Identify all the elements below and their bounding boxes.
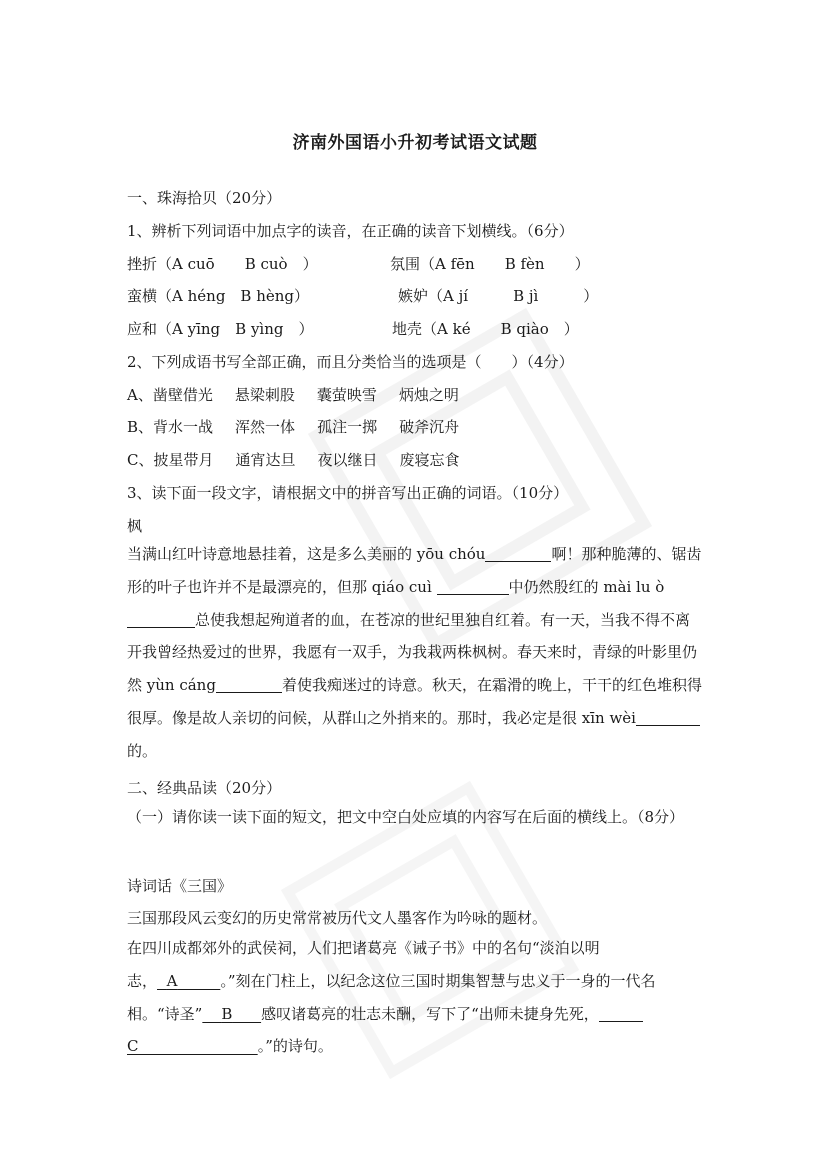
idiom: 通宵达旦 bbox=[235, 451, 296, 469]
word: 地壳 bbox=[392, 320, 423, 338]
pinyin-options: （A jí B jì ） bbox=[428, 287, 599, 305]
pinyin-options: （A cuō B cuò ） bbox=[157, 255, 318, 273]
passage-text: 。”的诗句。 bbox=[257, 1037, 333, 1056]
idiom: 凿壁借光 bbox=[152, 386, 213, 404]
passage-text: 中仍然殷红的 mài lu ò bbox=[508, 577, 665, 596]
idiom: 夜以继日 bbox=[317, 451, 378, 469]
idiom: 披星带月 bbox=[153, 451, 214, 469]
pinyin-row-right bbox=[392, 319, 579, 339]
pinyin-options: （A yīng B yìng ） bbox=[157, 320, 314, 338]
section-heading: 一、珠海拾贝（20分） bbox=[127, 189, 282, 207]
pinyin-row-left bbox=[127, 286, 309, 306]
pinyin-options: （A fēn B fèn ） bbox=[420, 255, 590, 273]
option-label: B、 bbox=[127, 418, 154, 436]
word: 挫折 bbox=[127, 255, 158, 273]
passage-title: 诗词话《三国》 bbox=[127, 877, 233, 895]
word: 嫉妒 bbox=[398, 287, 429, 305]
option-label: A、 bbox=[127, 386, 153, 404]
question-prompt: 3、读下面一段文字，请根据文中的拼音写出正确的词语。（10分） bbox=[127, 484, 569, 502]
answer-blank-b[interactable] bbox=[202, 1005, 261, 1023]
pinyin-row-right bbox=[398, 286, 598, 306]
idiom: 囊萤映雪 bbox=[316, 386, 377, 404]
question-prompt: 2、下列成语书写全部正确，而且分类恰当的选项是（ ）（4分） bbox=[127, 353, 574, 371]
passage-title: 枫 bbox=[127, 517, 143, 535]
passage-text: 感叹诸葛亮的壮志未酬，写下了“出师未捷身先死， bbox=[261, 1004, 599, 1023]
blank-label: A bbox=[166, 971, 178, 990]
idiom: 废寝忘食 bbox=[399, 451, 460, 469]
answer-blank[interactable] bbox=[636, 709, 700, 726]
passage-text: 的。 bbox=[127, 741, 158, 760]
word: 应和 bbox=[127, 320, 158, 338]
passage-paragraph bbox=[127, 932, 702, 1063]
option-row bbox=[127, 450, 460, 470]
passage-text: 。”刻在门柱上，以纪念这位三国时期集智慧与忠义于一身的一代名相。“诗圣” bbox=[127, 971, 656, 1023]
answer-blank[interactable] bbox=[599, 1005, 643, 1022]
answer-blank[interactable] bbox=[216, 676, 282, 693]
answer-blank-c[interactable] bbox=[127, 1037, 258, 1055]
passage-text: 在四川成都郊外的武侯祠，人们把诸葛亮《诫子书》中的名句“淡泊以明志， bbox=[127, 939, 600, 990]
passage-paragraph bbox=[127, 538, 702, 768]
pinyin-options: （A héng B hèng） bbox=[157, 287, 310, 305]
idiom: 背水一战 bbox=[153, 418, 214, 436]
blank-label: C bbox=[127, 1037, 139, 1056]
question-prompt: （一）请你读一读下面的短文，把文中空白处应填的内容写在后面的横线上。（8分） bbox=[127, 808, 685, 826]
idiom: 悬梁刺股 bbox=[234, 386, 295, 404]
blank-label: B bbox=[221, 1004, 233, 1023]
pinyin-row-right bbox=[390, 254, 590, 274]
answer-blank[interactable] bbox=[437, 578, 509, 595]
word: 蛮横 bbox=[127, 287, 158, 305]
option-row bbox=[127, 385, 459, 405]
section-heading: 二、经典品读（20分） bbox=[127, 779, 282, 797]
passage-text: 当满山红叶诗意地悬挂着，这是多么美丽的 yōu chóu bbox=[127, 545, 486, 563]
idiom: 破斧沉舟 bbox=[399, 418, 460, 436]
page-title: 济南外国语小升初考试语文试题 bbox=[292, 133, 538, 153]
option-label: C、 bbox=[127, 451, 154, 469]
answer-blank[interactable] bbox=[127, 611, 195, 628]
word: 氛围 bbox=[390, 255, 421, 273]
pinyin-row-left bbox=[127, 319, 313, 339]
idiom: 炳烛之明 bbox=[398, 386, 459, 404]
question-prompt: 1、辨析下列词语中加点字的读音，在正确的读音下划横线。（6分） bbox=[127, 222, 574, 240]
option-row bbox=[127, 417, 459, 437]
passage-text: 总使我想起殉道者的血，在苍凉的世纪里独自红着。有一天，当我不得不离开我曾经热爱过的世界，我愿有一双手，为我栽两株枫树。春天来时，青绿的叶影里仍然 yùn cáng bbox=[127, 610, 698, 695]
idiom: 浑然一体 bbox=[235, 418, 296, 436]
passage-text: 着使我痴迷过的诗意。秋天，在霜滑的晚上，干干的红色堆积得很厚。像是故人亲切的问候，从群山之外捎来的。那时，我必定是很 xīn wèi bbox=[127, 676, 702, 727]
passage-sentence: 三国那段风云变幻的历史常常被历代文人墨客作为吟咏的题材。 bbox=[127, 909, 548, 927]
pinyin-row-left bbox=[127, 254, 318, 274]
passage-text: 啊！那种脆薄的、锯齿形的叶子也许并不是最漂亮的，但那 qiáo cuì bbox=[127, 545, 702, 596]
pinyin-options: （A ké B qiào ） bbox=[422, 320, 579, 338]
answer-blank-a[interactable] bbox=[157, 972, 220, 990]
idiom: 孤注一掷 bbox=[317, 418, 378, 436]
answer-blank[interactable] bbox=[485, 545, 551, 562]
